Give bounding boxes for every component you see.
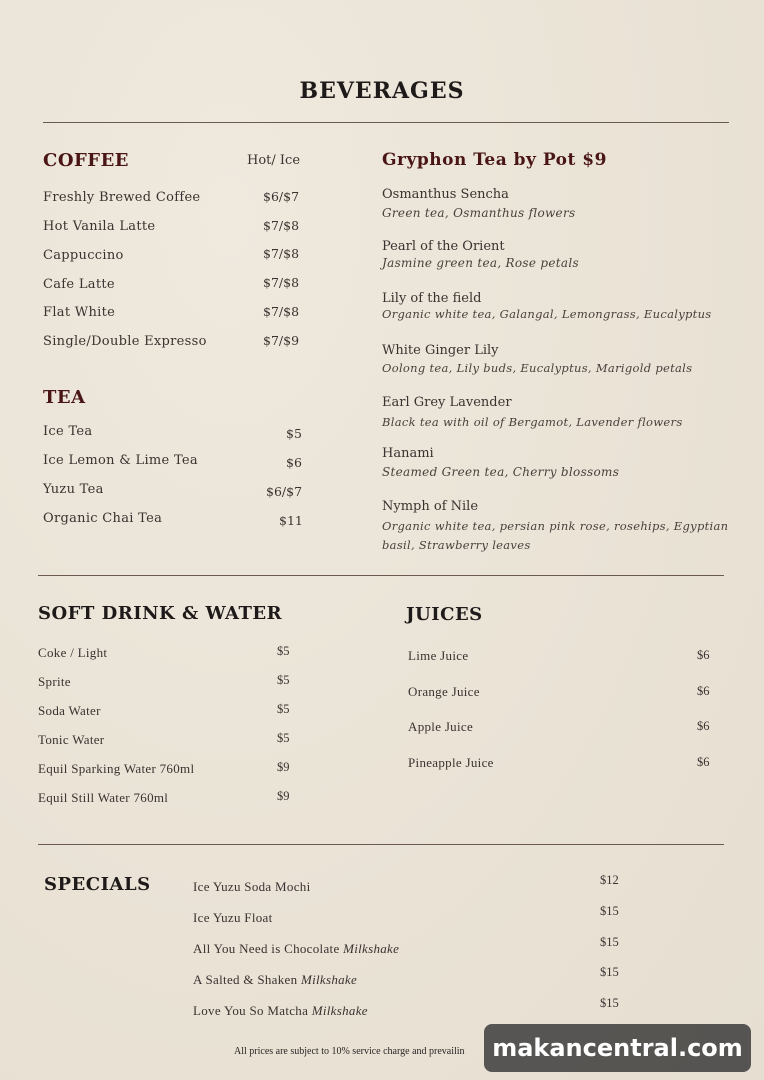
- soft-item-price: $5: [277, 702, 290, 716]
- special-item-name: [193, 1003, 368, 1019]
- gryphon-item-name: Pearl of the Orient: [382, 239, 505, 254]
- juice-item-name: Pineapple Juice: [408, 755, 494, 770]
- gryphon-item-desc: Organic white tea, Galangal, Lemongrass, Eucalyptus: [382, 307, 712, 321]
- tea-item-name: Ice Tea: [43, 424, 93, 439]
- watermark-logo: makancentral.com: [484, 1024, 751, 1072]
- tea-item-name: Yuzu Tea: [43, 482, 104, 497]
- special-name-text: Ice Yuzu Soda Mochi: [193, 879, 311, 894]
- gryphon-item-name: Hanami: [382, 446, 434, 461]
- gryphon-item-desc: Organic white tea, persian pink rose, rosehips, Egyptian basil, Strawberry leaves: [382, 519, 729, 552]
- coffee-heading: COFFEE: [43, 150, 130, 171]
- soft-item-price: $5: [277, 731, 290, 745]
- coffee-item-name: Single/Double Expresso: [43, 334, 207, 349]
- coffee-item-price: $7/$8: [263, 275, 300, 290]
- tea-heading: TEA: [43, 387, 86, 408]
- top-divider: [43, 122, 729, 123]
- gryphon-item-desc: Oolong tea, Lily buds, Eucalyptus, Marigold petals: [382, 361, 693, 375]
- special-item-name: [193, 972, 357, 988]
- coffee-item-name: Freshly Brewed Coffee: [43, 190, 201, 205]
- tea-item-price: $11: [279, 513, 303, 528]
- special-item-price: $15: [600, 935, 619, 949]
- coffee-hot-ice-label: Hot/ Ice: [247, 153, 301, 168]
- tea-item-name: Organic Chai Tea: [43, 511, 163, 526]
- juice-item-price: $6: [697, 648, 710, 662]
- special-name-text: Love You So Matcha: [193, 1003, 312, 1018]
- gryphon-item-desc: Steamed Green tea, Cherry blossoms: [382, 465, 620, 479]
- page-title: BEVERAGES: [299, 78, 465, 104]
- gryphon-item-name: White Ginger Lily: [382, 343, 499, 358]
- soft-item-name: Sprite: [38, 674, 71, 689]
- coffee-item-name: Flat White: [43, 305, 116, 320]
- coffee-item-name: Cappuccino: [43, 248, 124, 263]
- soft-item-price: $9: [277, 760, 290, 774]
- coffee-item-name: Hot Vanila Latte: [43, 219, 156, 234]
- tea-item-name: Ice Lemon & Lime Tea: [43, 453, 198, 468]
- juices-heading: JUICES: [406, 604, 483, 625]
- juice-item-name: Orange Juice: [408, 684, 480, 699]
- soft-item-price: $5: [277, 644, 290, 658]
- juice-item-name: Apple Juice: [408, 719, 474, 734]
- special-name-text: A Salted & Shaken: [193, 972, 301, 987]
- special-suffix-text: Milkshake: [343, 941, 400, 956]
- special-item-price: $12: [600, 873, 619, 887]
- tea-item-price: $5: [286, 426, 302, 441]
- soft-item-name: Tonic Water: [38, 732, 105, 747]
- gryphon-item-name: Lily of the field: [382, 291, 482, 306]
- gryphon-item-name: Osmanthus Sencha: [382, 187, 509, 202]
- middle-divider: [38, 575, 724, 576]
- bottom-divider: [38, 844, 724, 845]
- juice-item-price: $6: [697, 684, 710, 698]
- gryphon-item-desc: Green tea, Osmanthus flowers: [382, 206, 576, 220]
- coffee-item-price: $7/$8: [263, 218, 300, 233]
- special-item-price: $15: [600, 904, 619, 918]
- special-item-name: [193, 941, 399, 957]
- special-name-text: All You Need is Chocolate: [193, 941, 344, 956]
- soft-item-name: Equil Still Water 760ml: [38, 790, 169, 805]
- coffee-item-price: $7/$8: [263, 304, 300, 319]
- soft-item-name: Coke / Light: [38, 645, 108, 660]
- special-item-name: [193, 879, 311, 895]
- gryphon-item-name: Nymph of Nile: [382, 499, 479, 514]
- gryphon-item-desc: Black tea with oil of Bergamot, Lavender flowers: [382, 415, 683, 429]
- juice-item-name: Lime Juice: [408, 648, 469, 663]
- coffee-item-price: $6/$7: [263, 189, 300, 204]
- gryphon-item-name: Earl Grey Lavender: [382, 395, 512, 410]
- special-suffix-text: Milkshake: [300, 972, 358, 987]
- juice-item-price: $6: [697, 719, 710, 733]
- coffee-item-price: $7/$8: [263, 246, 300, 261]
- coffee-item-name: Cafe Latte: [43, 277, 115, 292]
- soft-item-price: $9: [277, 789, 290, 803]
- soft-item-name: Equil Sparking Water 760ml: [38, 761, 195, 776]
- gryphon-heading: Gryphon Tea by Pot $9: [382, 150, 607, 170]
- special-item-name: [193, 910, 273, 926]
- special-item-price: $15: [600, 996, 619, 1010]
- footer-note: All prices are subject to 10% service charge and prevailin: [234, 1046, 465, 1057]
- juice-item-price: $6: [697, 755, 710, 769]
- special-item-price: $15: [600, 965, 619, 979]
- tea-item-price: $6/$7: [266, 484, 303, 499]
- soft-item-price: $5: [277, 673, 290, 687]
- soft-item-name: Soda Water: [38, 703, 101, 718]
- soft-drink-heading: SOFT DRINK & WATER: [38, 603, 283, 624]
- special-name-text: Ice Yuzu Float: [193, 910, 273, 925]
- gryphon-item-desc: Jasmine green tea, Rose petals: [382, 256, 579, 270]
- tea-item-price: $6: [286, 455, 302, 470]
- special-suffix-text: Milkshake: [311, 1003, 368, 1018]
- coffee-item-price: $7/$9: [263, 333, 300, 348]
- specials-heading: SPECIALS: [44, 874, 151, 895]
